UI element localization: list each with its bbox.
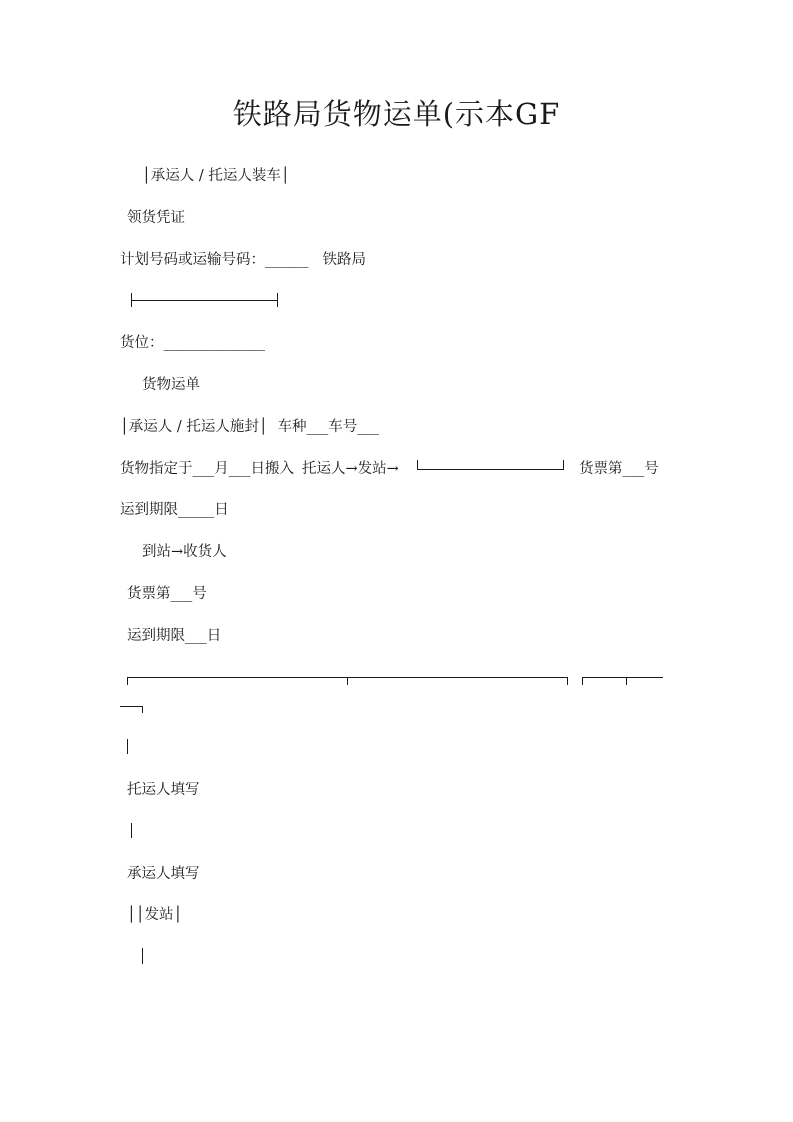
document-title: 铁路局货物运单(示本GF [232, 97, 561, 131]
sealing-party-label: │承运人 / 托运人施封│ [120, 419, 268, 435]
car-type-number-label: 车种___车号___ [277, 419, 380, 435]
table-top-rule-right [582, 677, 663, 678]
line7-bracket-right [563, 460, 564, 470]
cargo-designated-date: 货物指定于___月___日搬入 [120, 461, 294, 477]
carrier-fill-label: 承运人填写 [127, 866, 200, 882]
transit-period-line-2: 运到期限___日 [127, 628, 222, 644]
departure-station-line: ││发站│ [127, 907, 183, 923]
bracket-right-tick [277, 293, 278, 307]
plan-number-line [120, 250, 366, 270]
line7-bracket-rule [417, 469, 564, 470]
bracket-rule [131, 300, 277, 301]
table-tick-2 [347, 677, 348, 685]
transit-period-line-1: 运到期限_____日 [120, 502, 229, 518]
freight-ticket-number-1: 货票第___号 [579, 461, 659, 477]
table-tick-4 [582, 677, 583, 685]
to-station-consignee: 到站→收货人 [142, 544, 227, 560]
cargo-delivery-line [120, 459, 399, 479]
shipper-fill-label: 托运人填写 [127, 782, 200, 798]
cargo-position-line: 货位：______________ [120, 335, 265, 351]
table-tick-3 [567, 677, 568, 685]
table-tick-5 [626, 677, 627, 685]
freight-ticket-number-2: 货票第___号 [127, 586, 207, 602]
table-corner-rule [120, 706, 142, 707]
table-corner-tick [142, 706, 143, 713]
table-tick-1 [127, 677, 128, 685]
railway-bureau-label: 铁路局 [322, 252, 366, 268]
receipt-voucher-label: 领货凭证 [127, 210, 185, 226]
shipper-to-station: 托运人→发站→ [302, 461, 399, 477]
sealing-line [120, 417, 379, 437]
table-left-border-1 [127, 739, 128, 754]
loading-party-line: │承运人 / 托运人装车│ [142, 168, 290, 184]
table-left-border-2 [131, 823, 132, 838]
waybill-label: 货物运单 [142, 377, 200, 393]
plan-number-label: 计划号码或运输号码：______ [120, 252, 309, 268]
table-left-border-3 [142, 948, 143, 964]
